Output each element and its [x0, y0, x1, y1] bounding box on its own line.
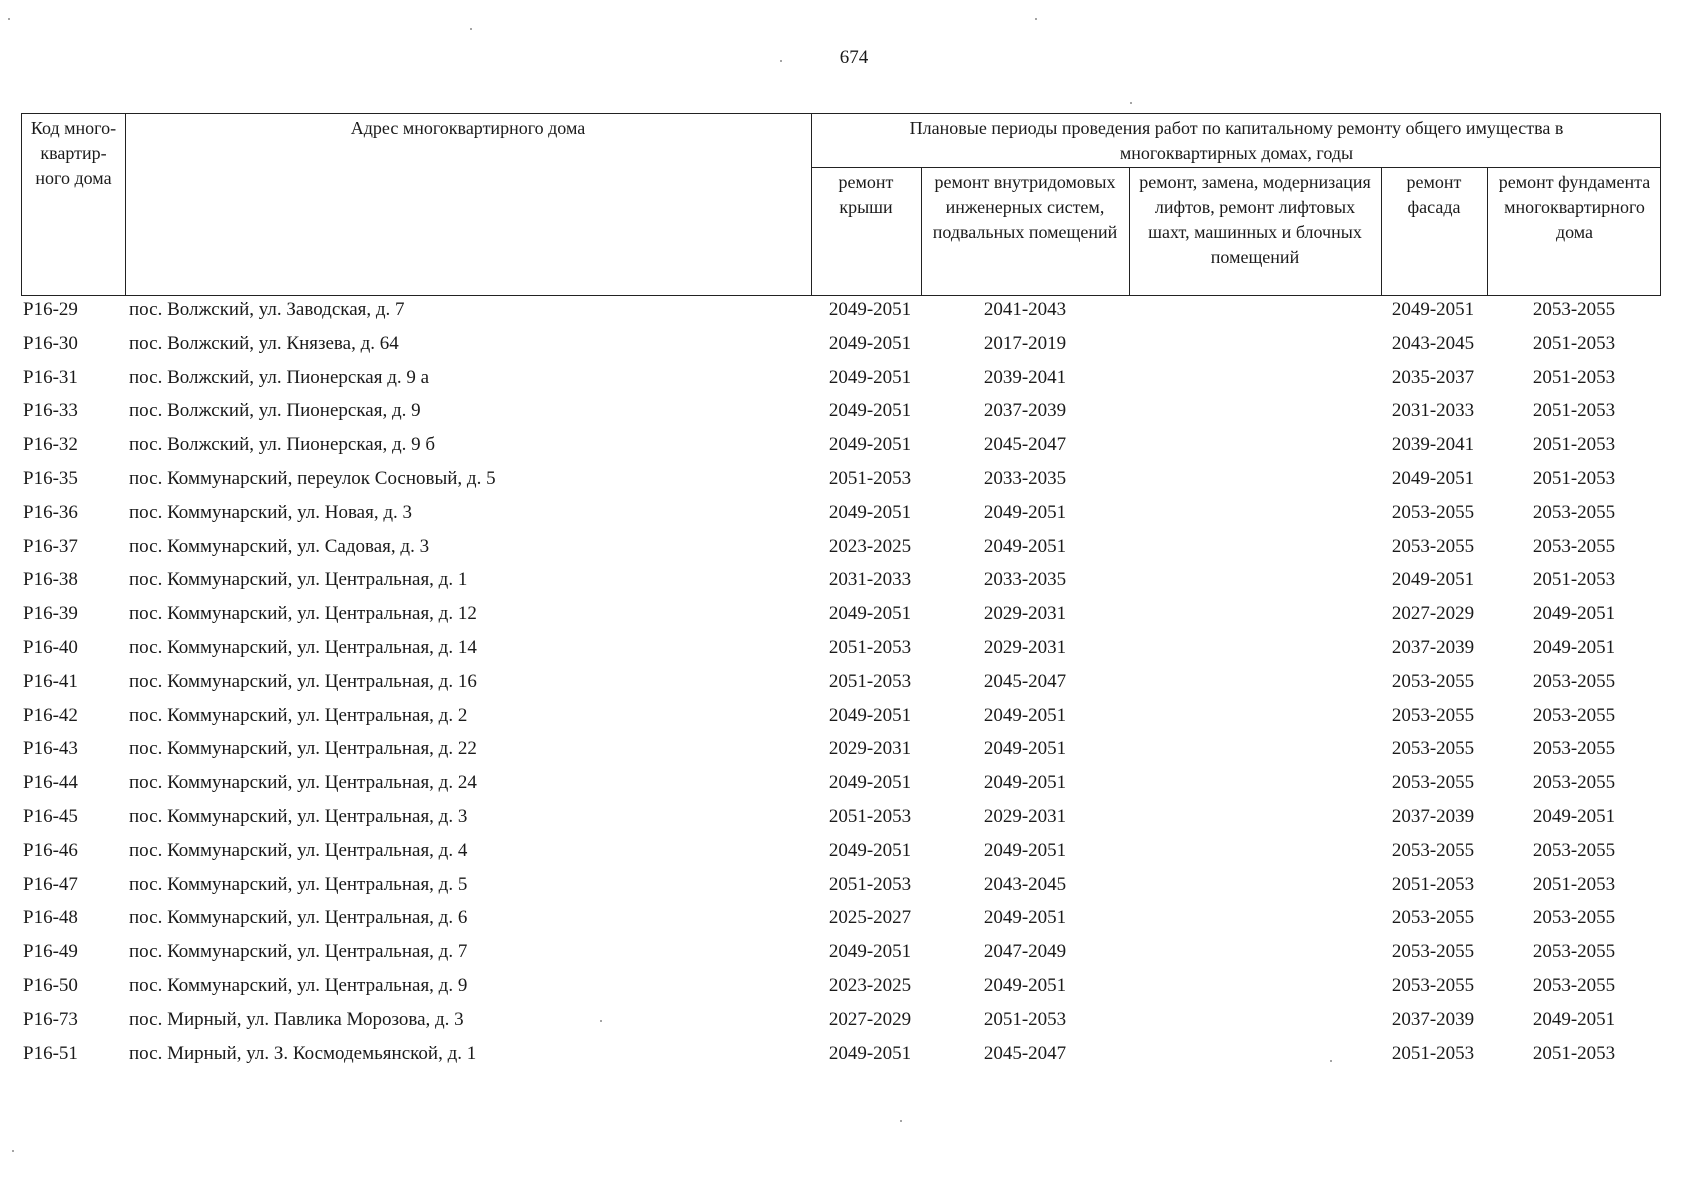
cell-address: пос. Коммунарский, ул. Центральная, д. 4: [129, 839, 468, 861]
table-row: [0, 972, 1708, 1006]
cell-facade: 2053-2055: [1391, 670, 1475, 692]
cell-foundation: 2053-2055: [1532, 670, 1616, 692]
table-body: [0, 296, 1708, 1073]
table-row: [0, 668, 1708, 702]
cell-engineering: 2051-2053: [983, 1008, 1067, 1030]
cell-engineering: 2017-2019: [983, 332, 1067, 354]
cell-roof: 2051-2053: [828, 636, 912, 658]
header-foundation: ремонт фундамента многоквартирного дома: [1498, 172, 1651, 242]
cell-roof: 2031-2033: [828, 569, 912, 591]
cell-roof: 2049-2051: [828, 603, 912, 625]
cell-foundation: 2053-2055: [1532, 535, 1616, 557]
cell-code: Р16-29: [23, 299, 78, 320]
cell-address: пос. Коммунарский, ул. Центральная, д. 12: [129, 603, 477, 625]
cell-address: пос. Мирный, ул. З. Космодемьянской, д. 1: [129, 1042, 477, 1064]
scan-speck: [600, 1020, 602, 1022]
cell-foundation: 2051-2053: [1532, 366, 1616, 388]
table-row: [0, 1006, 1708, 1040]
header-elevators: ремонт, замена, модернизация лифтов, ремонт лифтовых шахт, машинных и блочных помещений: [1139, 172, 1371, 267]
cell-roof: 2049-2051: [828, 400, 912, 422]
cell-address: пос. Волжский, ул. Пионерская, д. 9: [129, 400, 421, 422]
cell-engineering: 2049-2051: [983, 501, 1067, 523]
cell-foundation: 2049-2051: [1532, 1008, 1616, 1030]
cell-roof: 2051-2053: [828, 670, 912, 692]
header-address: Адрес многоквартирного дома: [350, 118, 586, 138]
cell-code: Р16-39: [23, 603, 78, 625]
table-row: [0, 465, 1708, 499]
cell-foundation: 2053-2055: [1532, 941, 1616, 963]
cell-engineering: 2049-2051: [983, 839, 1067, 861]
cell-engineering: 2049-2051: [983, 907, 1067, 929]
cell-roof: 2025-2027: [828, 907, 912, 929]
cell-code: Р16-50: [23, 974, 78, 996]
table-row: [0, 296, 1708, 330]
table-row: [0, 702, 1708, 736]
cell-facade: 2037-2039: [1391, 636, 1475, 658]
cell-address: пос. Коммунарский, ул. Центральная, д. 6: [129, 907, 468, 929]
cell-facade: 2049-2051: [1391, 569, 1475, 591]
scan-speck: [12, 1150, 14, 1152]
cell-code: Р16-33: [23, 400, 78, 422]
cell-address: пос. Коммунарский, ул. Центральная, д. 22: [129, 738, 477, 760]
cell-address: пос. Волжский, ул. Князева, д. 64: [129, 332, 399, 354]
cell-address: пос. Мирный, ул. Павлика Морозова, д. 3: [129, 1008, 464, 1030]
cell-engineering: 2049-2051: [983, 704, 1067, 726]
cell-foundation: 2053-2055: [1532, 704, 1616, 726]
cell-code: Р16-43: [23, 738, 78, 760]
table-row: [0, 364, 1708, 398]
cell-engineering: 2033-2035: [983, 467, 1067, 489]
cell-foundation: 2051-2053: [1532, 400, 1616, 422]
cell-code: Р16-49: [23, 941, 78, 963]
cell-engineering: 2029-2031: [983, 636, 1067, 658]
scan-speck: [1330, 1060, 1332, 1062]
cell-foundation: 2049-2051: [1532, 805, 1616, 827]
cell-code: Р16-73: [23, 1008, 78, 1030]
cell-roof: 2049-2051: [828, 704, 912, 726]
cell-engineering: 2045-2047: [983, 670, 1067, 692]
cell-code: Р16-41: [23, 670, 78, 692]
cell-engineering: 2045-2047: [983, 1042, 1067, 1064]
cell-address: пос. Коммунарский, ул. Центральная, д. 5: [129, 873, 468, 895]
divider: [125, 114, 126, 295]
cell-code: Р16-40: [23, 636, 78, 658]
page-number: 674: [839, 47, 869, 68]
cell-code: Р16-48: [23, 907, 78, 929]
cell-engineering: 2045-2047: [983, 434, 1067, 456]
cell-foundation: 2051-2053: [1532, 569, 1616, 591]
cell-foundation: 2051-2053: [1532, 1042, 1616, 1064]
cell-roof: 2049-2051: [828, 366, 912, 388]
header-facade: ремонт фасада: [1406, 172, 1462, 217]
cell-code: Р16-38: [23, 569, 78, 591]
scan-speck: [900, 1120, 902, 1122]
cell-facade: 2053-2055: [1391, 535, 1475, 557]
cell-foundation: 2053-2055: [1532, 839, 1616, 861]
cell-foundation: 2051-2053: [1532, 467, 1616, 489]
cell-foundation: 2051-2053: [1532, 332, 1616, 354]
table-row: [0, 634, 1708, 668]
table-row: [0, 566, 1708, 600]
scan-speck: [470, 28, 472, 30]
table-row: [0, 533, 1708, 567]
cell-foundation: 2051-2053: [1532, 873, 1616, 895]
cell-facade: 2053-2055: [1391, 907, 1475, 929]
cell-roof: 2051-2053: [828, 805, 912, 827]
cell-code: Р16-37: [23, 535, 78, 557]
cell-engineering: 2033-2035: [983, 569, 1067, 591]
cell-engineering: 2049-2051: [983, 974, 1067, 996]
cell-foundation: 2053-2055: [1532, 299, 1616, 320]
cell-facade: 2049-2051: [1391, 467, 1475, 489]
table-row: [0, 837, 1708, 871]
header-roof: ремонт крыши: [838, 172, 894, 217]
cell-engineering: 2049-2051: [983, 772, 1067, 794]
table-row: [0, 431, 1708, 465]
cell-code: Р16-30: [23, 332, 78, 354]
cell-code: Р16-46: [23, 839, 78, 861]
cell-address: пос. Коммунарский, ул. Центральная, д. 9: [129, 974, 468, 996]
cell-facade: 2049-2051: [1391, 299, 1475, 320]
cell-roof: 2023-2025: [828, 974, 912, 996]
cell-foundation: 2049-2051: [1532, 603, 1616, 625]
cell-facade: 2027-2029: [1391, 603, 1475, 625]
cell-foundation: 2049-2051: [1532, 636, 1616, 658]
cell-address: пос. Коммунарский, ул. Центральная, д. 14: [129, 636, 477, 658]
cell-address: пос. Коммунарский, ул. Новая, д. 3: [129, 501, 413, 523]
cell-code: Р16-47: [23, 873, 78, 895]
table-row: [0, 499, 1708, 533]
cell-facade: 2053-2055: [1391, 501, 1475, 523]
cell-address: пос. Волжский, ул. Заводская, д. 7: [129, 299, 405, 320]
scan-speck: [1035, 18, 1037, 20]
cell-address: пос. Волжский, ул. Пионерская д. 9 а: [129, 366, 430, 388]
cell-foundation: 2053-2055: [1532, 501, 1616, 523]
cell-address: пос. Волжский, ул. Пионерская, д. 9 б: [129, 434, 436, 456]
cell-engineering: 2047-2049: [983, 941, 1067, 963]
cell-engineering: 2041-2043: [983, 299, 1067, 320]
cell-roof: 2023-2025: [828, 535, 912, 557]
cell-facade: 2053-2055: [1391, 704, 1475, 726]
cell-roof: 2049-2051: [828, 501, 912, 523]
cell-address: пос. Коммунарский, ул. Центральная, д. 3: [129, 805, 468, 827]
cell-roof: 2049-2051: [828, 839, 912, 861]
cell-address: пос. Коммунарский, ул. Садовая, д. 3: [129, 535, 430, 557]
table-row: [0, 871, 1708, 905]
cell-facade: 2051-2053: [1391, 873, 1475, 895]
cell-address: пос. Коммунарский, ул. Центральная, д. 16: [129, 670, 477, 692]
scan-speck: [1130, 102, 1132, 104]
cell-facade: 2051-2053: [1391, 1042, 1475, 1064]
cell-engineering: 2029-2031: [983, 805, 1067, 827]
cell-facade: 2053-2055: [1391, 738, 1475, 760]
table-row: [0, 1040, 1708, 1074]
cell-facade: 2031-2033: [1391, 400, 1475, 422]
header-periods: Плановые периоды проведения работ по капитальному ремонту общего имущества в многоквартирных домах, годы: [909, 118, 1564, 163]
table-row: [0, 803, 1708, 837]
cell-engineering: 2039-2041: [983, 366, 1067, 388]
cell-facade: 2039-2041: [1391, 434, 1475, 456]
cell-address: пос. Коммунарский, ул. Центральная, д. 1: [129, 569, 468, 591]
header-code: Код много- квартир- ного дома: [30, 118, 117, 188]
cell-roof: 2049-2051: [828, 332, 912, 354]
cell-roof: 2051-2053: [828, 467, 912, 489]
table-header: [21, 113, 1661, 296]
table-row: [0, 600, 1708, 634]
cell-code: Р16-35: [23, 467, 78, 489]
cell-foundation: 2053-2055: [1532, 772, 1616, 794]
table-row: [0, 938, 1708, 972]
cell-foundation: 2053-2055: [1532, 738, 1616, 760]
cell-facade: 2053-2055: [1391, 772, 1475, 794]
cell-roof: 2049-2051: [828, 1042, 912, 1064]
cell-foundation: 2053-2055: [1532, 907, 1616, 929]
cell-code: Р16-42: [23, 704, 78, 726]
cell-facade: 2037-2039: [1391, 1008, 1475, 1030]
cell-roof: 2027-2029: [828, 1008, 912, 1030]
cell-facade: 2053-2055: [1391, 974, 1475, 996]
cell-address: пос. Коммунарский, ул. Центральная, д. 7: [129, 941, 468, 963]
cell-address: пос. Коммунарский, ул. Центральная, д. 2: [129, 704, 468, 726]
cell-facade: 2035-2037: [1391, 366, 1475, 388]
table-row: [0, 330, 1708, 364]
cell-code: Р16-32: [23, 434, 78, 456]
cell-facade: 2043-2045: [1391, 332, 1475, 354]
scan-speck: [780, 60, 782, 62]
table-row: [0, 397, 1708, 431]
cell-roof: 2049-2051: [828, 299, 912, 320]
table-row: [0, 735, 1708, 769]
scan-speck: [8, 18, 10, 20]
cell-roof: 2049-2051: [828, 941, 912, 963]
cell-code: Р16-45: [23, 805, 78, 827]
table-row: [0, 769, 1708, 803]
cell-facade: 2037-2039: [1391, 805, 1475, 827]
cell-facade: 2053-2055: [1391, 941, 1475, 963]
cell-foundation: 2053-2055: [1532, 974, 1616, 996]
cell-address: пос. Коммунарский, переулок Сосновый, д. 5: [129, 467, 496, 489]
cell-address: пос. Коммунарский, ул. Центральная, д. 24: [129, 772, 477, 794]
cell-code: Р16-31: [23, 366, 78, 388]
cell-engineering: 2037-2039: [983, 400, 1067, 422]
cell-engineering: 2049-2051: [983, 535, 1067, 557]
cell-engineering: 2043-2045: [983, 873, 1067, 895]
cell-roof: 2049-2051: [828, 434, 912, 456]
cell-roof: 2051-2053: [828, 873, 912, 895]
header-engineering: ремонт внутридомовых инженерных систем, подвальных помещений: [932, 172, 1118, 242]
divider: [811, 167, 1660, 168]
cell-foundation: 2051-2053: [1532, 434, 1616, 456]
table-row: [0, 904, 1708, 938]
cell-roof: 2029-2031: [828, 738, 912, 760]
cell-engineering: 2049-2051: [983, 738, 1067, 760]
cell-roof: 2049-2051: [828, 772, 912, 794]
cell-engineering: 2029-2031: [983, 603, 1067, 625]
cell-code: Р16-51: [23, 1042, 78, 1064]
cell-code: Р16-44: [23, 772, 78, 794]
cell-code: Р16-36: [23, 501, 78, 523]
cell-facade: 2053-2055: [1391, 839, 1475, 861]
